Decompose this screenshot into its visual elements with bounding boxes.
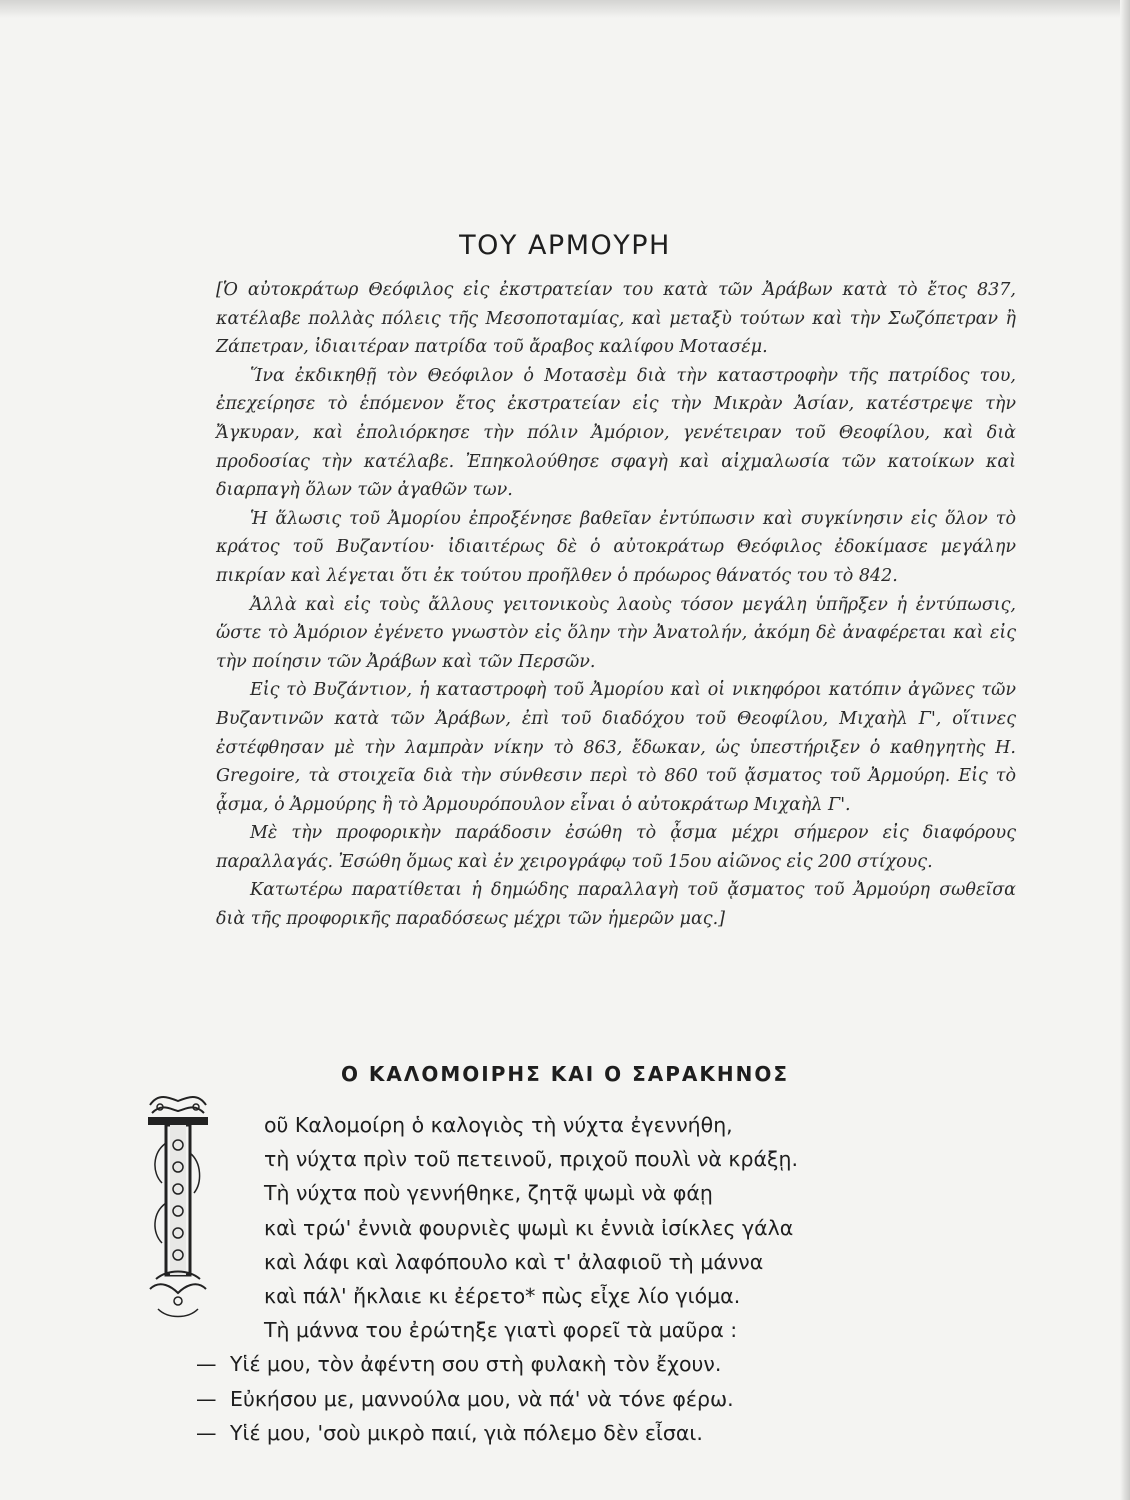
intro-paragraph: Μὲ τὴν προφορικὴν παράδοσιν ἐσώθη τὸ ᾆσμα μέχρι σήμερον εἰς διαφόρους παραλλαγάς. Ἐσώθη ὅμως καὶ ἐν χειρογράφῳ τοῦ 15ου αἰῶνος εἰς 200 στίχους. xyxy=(216,823,1016,872)
intro-note xyxy=(216,276,1016,934)
poem-line: καὶ πάλ' ἤκλαιε κι ἐέρετο* πὼς εἶχε λίο γιόμα. xyxy=(264,1284,741,1309)
poem xyxy=(196,1108,996,1450)
intro-paragraph: Ἵνα ἐκδικηθῇ τὸν Θεόφιλον ὁ Μοτασὲμ διὰ τὴν καταστροφὴν τῆς πατρίδος του, ἐπεχείρησε τὸ ἑπόμενον ἔτος ἐκστρατείαν εἰς τὴν Μικρὰν Ἀσίαν, κατέστρεψε τὴν Ἄγκυραν, καὶ ἐπολιόρκησε τὴν πόλιν Ἀμόριον, γενέτειραν τοῦ Θεοφίλου, καὶ διὰ προδοσίας τὴν κατέλαβε. Ἐπηκολούθησε σφαγὴ καὶ αἰχμαλωσία τῶν κατοίκων καὶ διαρπαγὴ ὅλων τῶν ἀγαθῶν των. xyxy=(216,365,1016,501)
poem-line: καὶ τρώ' ἐννιὰ φουρνιὲς ψωμὶ κι ἐννιὰ ἰσίκλες γάλα xyxy=(264,1215,794,1240)
poem-line: Τὴ νύχτα ποὺ γεννήθηκε, ζητᾷ ψωμὶ νὰ φάῃ xyxy=(264,1181,713,1206)
poem-line: καὶ λάφι καὶ λαφόπουλο καὶ τ' ἀλαφιοῦ τὴ μάννα xyxy=(264,1249,764,1274)
intro-paragraph: Ἡ ἅλωσις τοῦ Ἀμορίου ἐπροξένησε βαθεῖαν ἐντύπωσιν καὶ συγκίνησιν εἰς ὅλον τὸ κράτος τοῦ Βυζαντίου· ἰδιαιτέρως δὲ ὁ αὐτοκράτωρ Θεόφιλος ἐδοκίμασε μεγάλην πικρίαν καὶ λέγεται ὅτι ἐκ τούτου προῆλθεν ὁ πρόωρος θάνατός του τὸ 842. xyxy=(216,508,1016,586)
opening-bracket: [ xyxy=(216,280,223,300)
intro-paragraph: [Ὁ αὐτοκράτωρ Θεόφιλος εἰς ἐκστρατείαν του κατὰ τῶν Ἀράβων κατὰ τὸ ἔτος 837, κατέλαβε πολλὰς πόλεις τῆς Μεσοποταμίας, καὶ μεταξὺ τούτων καὶ τὴν Σωζόπετραν ἢ Ζάπετραν, ἰδιαιτέραν πατρίδα τοῦ ἄραβος καλίφου Μοτασέμ. xyxy=(216,280,1016,358)
poem-dialog-line: — Εὐκήσου με, μαννούλα μου, νὰ πά' νὰ τόνε φέρω. xyxy=(196,1386,734,1411)
poem-line: Τὴ μάννα του ἐρώτηξε γιατὶ φορεῖ τὰ μαῦρα : xyxy=(264,1318,738,1343)
intro-paragraph: Κατωτέρω παρατίθεται ἡ δημώδης παραλλαγὴ τοῦ ᾄσματος τοῦ Ἀρμούρη σωθεῖσα διὰ τῆς προφορικῆς παραδόσεως μέχρι τῶν ἡμερῶν μας.] xyxy=(216,880,1016,930)
poem-title: Ο ΚΑΛΟΜΟΙΡΗΣ ΚΑΙ Ο ΣΑΡΑΚΗΝΟΣ xyxy=(340,1061,790,1086)
page-top-shadow xyxy=(0,0,1130,18)
poem-dialog-line: — Υἱέ μου, τὸν ἀφέντη σου στὴ φυλακὴ τὸν ἔχουν. xyxy=(196,1352,722,1377)
intro-paragraph: Ἀλλὰ καὶ εἰς τοὺς ἄλλους γειτονικοὺς λαοὺς τόσον μεγάλη ὑπῆρξεν ἡ ἐντύπωσις, ὥστε τὸ Ἀμόριον ἐγένετο γνωστὸν εἰς ὅλην τὴν Ἀνατολήν, ἀκόμη δὲ ἀναφέρεται καὶ εἰς τὴν ποίησιν τῶν Ἀράβων καὶ τῶν Περσῶν. xyxy=(216,594,1016,672)
poem-line: τὴ νύχτα πρὶν τοῦ πετεινοῦ, πριχοῦ πουλὶ νὰ κράξῃ. xyxy=(264,1147,798,1172)
page-title: ΤΟΥ ΑΡΜΟΥΡΗ xyxy=(459,230,671,262)
poem-line: οῦ Καλομοίρη ὁ καλογιὸς τὴ νύχτα ἐγεννήθη, xyxy=(264,1113,733,1137)
page-right-shadow xyxy=(1120,0,1130,1500)
intro-paragraph: Εἰς τὸ Βυζάντιον, ἡ καταστροφὴ τοῦ Ἀμορίου καὶ οἱ νικηφόροι κατόπιν ἀγῶνες τῶν Βυζαντινῶν κατὰ τῶν Ἀράβων, ἐπὶ τοῦ διαδόχου τοῦ Θεοφίλου, Μιχαὴλ Γ', οἵτινες ἐστέφθησαν μὲ τὴν λαμπρὰν νίκην τὸ 863, ἔδωκαν, ὡς ὑπεστήριξεν ὁ καθηγητὴς H. Gregoire, τὰ στοιχεῖα διὰ τὴν σύνθεσιν περὶ τὸ 860 τοῦ ᾄσματος τοῦ Ἀρμούρη. Εἰς τὸ ᾆσμα, ὁ Ἀρμούρης ἢ τὸ Ἀρμουρόπουλον εἶναι ὁ αὐτοκράτωρ Μιχαὴλ Γ'. xyxy=(216,680,1016,815)
poem-dialog-line: — Υἱέ μου, 'σοὺ μικρὸ παιί, γιὰ πόλεμο δὲν εἶσαι. xyxy=(196,1420,703,1445)
